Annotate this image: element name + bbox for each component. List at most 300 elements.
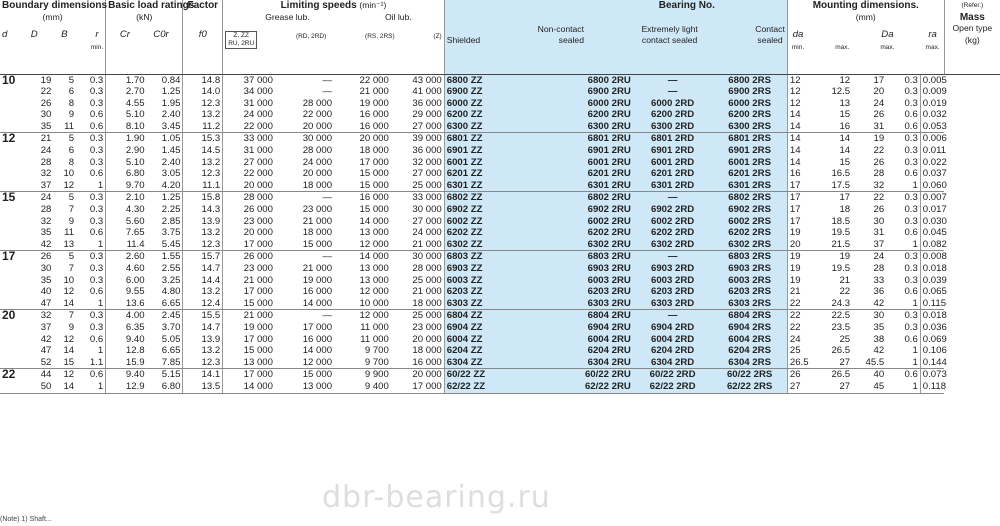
bearing-extremely-light: 6904 2RD (633, 322, 713, 334)
Da-max: 24 (873, 97, 885, 109)
bearing-noncontact: 6904 2RU (560, 322, 633, 334)
ra-max: 0.3 (904, 215, 918, 227)
outer-diameter: 35 (40, 227, 52, 239)
da-max: 26.5 (831, 345, 851, 357)
factor-f0: 13.2 (183, 109, 223, 121)
outer-diameter: 37 (40, 321, 52, 333)
chamfer: 0.6 (89, 109, 104, 121)
Da-max: 30 (873, 310, 885, 322)
ra-max: 1 (886, 239, 920, 251)
speed-zz: 17 000 (223, 286, 275, 298)
bore-diameter (0, 145, 24, 157)
bore-group (0, 369, 1000, 393)
da-max: 17.5 (818, 180, 852, 192)
bearing-extremely-light: 6001 2RD (633, 157, 713, 169)
da-max: 24.3 (818, 298, 852, 310)
speed-oil: 30 000 (412, 251, 442, 263)
cr-rating: 15.9 (106, 357, 147, 369)
table-row (0, 251, 1000, 263)
speed-rs: 9 400 (334, 381, 391, 393)
table-row (0, 109, 1000, 121)
Da-max: 30 (873, 215, 885, 227)
bearing-shielded: 6002 ZZ (444, 216, 560, 228)
speed-rs: 15 000 (359, 204, 389, 216)
bore-diameter: 17 (2, 249, 16, 264)
Da-max: 38 (873, 333, 885, 345)
ra-max: 0.3 (904, 156, 918, 168)
Da-max: 37 (852, 239, 886, 251)
table-row (0, 369, 1000, 381)
speed-rs: 10 000 (334, 298, 391, 310)
table-row (0, 168, 1000, 180)
chamfer: 0.6 (89, 286, 104, 298)
bearing-shielded: 60/22 ZZ (444, 369, 560, 381)
chamfer: 0.3 (89, 310, 104, 322)
da-max: 14 (839, 145, 851, 157)
speed-oil: 27 000 (412, 168, 442, 180)
speed-oil: 27 000 (391, 121, 444, 133)
bearing-noncontact: 6900 2RU (560, 86, 633, 98)
bearing-shielded: 6902 ZZ (444, 204, 560, 216)
bearing-noncontact: 6203 2RU (560, 286, 633, 298)
bearing-extremely-light: 6302 2RD (633, 239, 713, 251)
bearing-extremely-light: 6300 2RD (633, 121, 713, 133)
table-row (0, 98, 1000, 110)
mass: 0.006 (920, 133, 944, 145)
bearing-contact: 6903 2RS (712, 263, 787, 275)
speed-zz: 26 000 (223, 204, 275, 216)
factor-f0: 14.7 (183, 263, 223, 275)
bearing-extremely-light: — (633, 251, 713, 263)
table-row (0, 121, 1000, 133)
da-min: 19 (789, 251, 801, 263)
speed-rd: 30 000 (302, 133, 333, 145)
bearing-contact: 6302 2RS (712, 239, 787, 251)
cr-rating: 2.10 (106, 192, 147, 204)
Da-max: 26 (873, 109, 885, 121)
c0r-rating: 6.65 (161, 345, 181, 357)
chamfer: 0.6 (76, 121, 106, 133)
c0r-rating: 2.40 (161, 156, 181, 168)
da-min: 12 (789, 74, 801, 86)
bearing-extremely-light: 6303 2RD (633, 298, 713, 310)
width: 8 (68, 97, 75, 109)
speed-rs: 22 000 (359, 74, 389, 86)
cr-rating: 9.40 (106, 369, 147, 381)
mass: 0.018 (920, 263, 944, 275)
da-min: 27 (787, 381, 818, 393)
bearing-noncontact: 6200 2RU (560, 109, 633, 121)
c0r-rating: 2.40 (161, 109, 181, 121)
da-min: 12 (789, 86, 801, 98)
width: 7 (68, 263, 75, 274)
speed-rs: 21 000 (359, 86, 389, 98)
table-row (0, 157, 1000, 169)
bearing-extremely-light: 6203 2RD (633, 286, 713, 298)
speed-oil: 23 000 (412, 321, 442, 333)
bearing-contact: 6000 2RS (712, 98, 787, 110)
table-row (0, 286, 1000, 298)
da-min: 22 (789, 321, 801, 333)
width: 11 (64, 227, 75, 239)
speed-rs: 14 000 (359, 251, 389, 263)
cr-rating: 12.9 (106, 381, 147, 393)
ra-max: 0.3 (904, 192, 918, 204)
bore-diameter (0, 334, 24, 346)
outer-diameter: 40 (40, 286, 52, 298)
speed-zz: 31 000 (223, 145, 275, 157)
speed-rs: 9 900 (364, 369, 389, 381)
speed-zz: 15 000 (223, 345, 275, 357)
outer-diameter: 42 (24, 239, 54, 251)
speed-zz: 31 000 (223, 98, 275, 110)
mass: 0.082 (920, 239, 944, 251)
da-min: 26 (789, 369, 801, 381)
width: 6 (68, 145, 75, 157)
speed-zz: 15 000 (223, 298, 275, 310)
bearing-number-header: Bearing No. Shielded Non-contact sealed Extremely light contact sealed Contact sealed (444, 0, 787, 74)
mass: 0.073 (920, 369, 944, 381)
speed-rd: 16 000 (302, 286, 333, 298)
factor-f0: 13.2 (183, 345, 223, 357)
Da-max: 36 (873, 286, 885, 298)
width: 7 (68, 204, 75, 216)
speed-rd: — (322, 251, 333, 263)
c0r-rating: 7.85 (147, 357, 183, 369)
factor-f0: 15.3 (183, 133, 223, 145)
factor-f0: 13.2 (183, 227, 223, 239)
table-row (0, 310, 1000, 322)
mass: 0.045 (920, 227, 944, 239)
speed-oil: 24 000 (412, 227, 442, 239)
speed-zz: 23 000 (223, 263, 275, 275)
table-row (0, 86, 1000, 98)
bore-diameter: 10 (2, 72, 16, 87)
c0r-rating: 3.25 (161, 274, 181, 286)
speed-oil: 36 000 (412, 145, 442, 157)
speed-rs: 13 000 (359, 263, 389, 274)
speed-rd: 14 000 (275, 298, 334, 310)
outer-diameter: 26 (40, 97, 52, 109)
width: 14 (53, 381, 76, 393)
mass: 0.030 (920, 216, 944, 228)
speed-oil: 25 000 (412, 274, 442, 286)
factor-f0: 11.2 (183, 121, 223, 133)
speed-oil: 20 000 (412, 333, 442, 345)
mass: 0.106 (920, 345, 944, 357)
speed-rs: 11 000 (360, 333, 389, 345)
width: 5 (68, 192, 75, 204)
table-row (0, 357, 1000, 369)
Da-max: 20 (873, 86, 885, 98)
c0r-rating: 5.45 (147, 239, 183, 251)
da-min: 16 (789, 168, 801, 180)
bore-diameter (0, 275, 24, 287)
da-max: 19.5 (831, 263, 851, 274)
speed-rs: 9 700 (334, 357, 391, 369)
outer-diameter: 32 (40, 168, 52, 180)
c0r-rating: 6.80 (147, 381, 183, 393)
speed-rs: 20 000 (359, 133, 389, 145)
c0r-rating: 1.05 (161, 133, 181, 145)
mass: 0.005 (920, 74, 944, 86)
bearing-noncontact: 6003 2RU (560, 275, 633, 287)
ra-max: 0.6 (904, 333, 918, 345)
speed-oil: 41 000 (412, 86, 442, 98)
width: 7 (68, 310, 75, 322)
bearing-noncontact: 6800 2RU (560, 74, 633, 86)
cr-rating: 7.65 (106, 227, 147, 239)
width: 13 (53, 239, 76, 251)
outer-diameter: 47 (24, 298, 54, 310)
bearing-contact: 6203 2RS (712, 286, 787, 298)
factor-f0: 12.3 (183, 239, 223, 251)
Da-max: 31 (873, 227, 885, 239)
outer-diameter: 37 (24, 180, 54, 192)
bearing-contact: 60/22 2RS (712, 369, 787, 381)
watermark: dbr-bearing.ru (322, 480, 551, 515)
chamfer: 0.3 (89, 251, 104, 263)
bearing-contact: 6900 2RS (712, 86, 787, 98)
bearing-extremely-light: 6901 2RD (633, 145, 713, 157)
mass: 0.017 (920, 204, 944, 216)
width: 12 (53, 180, 76, 192)
da-max: 18.5 (831, 215, 851, 227)
speed-rs: 13 000 (359, 227, 389, 239)
speed-rd: 28 000 (302, 145, 333, 157)
c0r-rating: 2.25 (161, 204, 181, 216)
speed-oil: 17 000 (391, 381, 444, 393)
speed-oil: 36 000 (412, 97, 442, 109)
outer-diameter: 30 (40, 109, 52, 121)
Da-max: 45.5 (852, 357, 886, 369)
c0r-rating: 5.05 (161, 333, 181, 345)
width: 14 (63, 345, 75, 357)
speed-oil: 30 000 (412, 204, 442, 216)
cr-rating: 2.90 (106, 145, 147, 157)
table-row (0, 180, 1000, 192)
speed-rs: 18 000 (359, 145, 389, 157)
speed-rd: 14 000 (302, 345, 333, 357)
da-max: 16.5 (831, 168, 851, 180)
bearing-shielded: 6201 ZZ (444, 168, 560, 180)
factor-f0: 14.0 (183, 86, 223, 98)
bore-diameter (0, 322, 24, 334)
bore-diameter: 15 (2, 190, 16, 205)
Da-max: 42 (852, 298, 886, 310)
bearing-noncontact: 6902 2RU (560, 204, 633, 216)
chamfer: 0.3 (89, 86, 104, 98)
factor-f0: 12.4 (183, 298, 223, 310)
ra-max: 1 (886, 180, 920, 192)
ra-max: 1 (912, 345, 918, 357)
bearing-contact: 6902 2RS (712, 204, 787, 216)
bearing-noncontact: 6802 2RU (560, 192, 633, 204)
width: 14 (53, 298, 76, 310)
bearing-contact: 6201 2RS (712, 168, 787, 180)
Da-max: 31 (852, 121, 886, 133)
bearing-extremely-light: 6002 2RD (633, 216, 713, 228)
speed-oil: 18 000 (412, 345, 442, 357)
speed-zz: 22 000 (223, 121, 275, 133)
da-min: 25 (789, 345, 801, 357)
factor-f0: 15.8 (183, 192, 223, 204)
outer-diameter: 47 (40, 345, 52, 357)
Da-max: 33 (873, 274, 885, 286)
speed-rd: 18 000 (275, 180, 334, 192)
Da-max: 45 (852, 381, 886, 393)
bore-diameter: 20 (2, 308, 16, 323)
speed-zz: 34 000 (223, 86, 275, 98)
bore-diameter (0, 263, 24, 275)
bearing-contact: 6800 2RS (712, 74, 787, 86)
bearing-contact: 6204 2RS (712, 345, 787, 357)
factor-f0: 13.9 (183, 334, 223, 346)
width: 11 (53, 121, 76, 133)
factor-f0: 14.5 (183, 145, 223, 157)
bearing-shielded: 6000 ZZ (444, 98, 560, 110)
speed-zz: 20 000 (223, 227, 275, 239)
Da-max: 24 (873, 251, 885, 263)
outer-diameter: 35 (40, 274, 52, 286)
bearing-contact: 6803 2RS (712, 251, 787, 263)
da-max: 17 (839, 192, 851, 204)
outer-diameter: 32 (40, 215, 52, 227)
bearing-extremely-light: 62/22 2RD (633, 381, 713, 393)
da-min: 19 (789, 263, 801, 274)
bore-diameter (0, 109, 24, 121)
chamfer: 1.1 (76, 357, 106, 369)
Da-max: 40 (873, 369, 885, 381)
c0r-rating: 4.20 (147, 180, 183, 192)
bearing-shielded: 6302 ZZ (444, 239, 560, 251)
outer-diameter: 24 (40, 192, 52, 204)
width: 12 (63, 286, 75, 298)
factor-f0: 13.9 (183, 216, 223, 228)
width: 8 (68, 156, 75, 168)
c0r-rating: 3.45 (147, 121, 183, 133)
speed-rd: 17 000 (302, 321, 333, 333)
Da-max: 22 (873, 145, 885, 157)
width: 5 (68, 251, 75, 263)
da-min: 17 (789, 215, 801, 227)
mass: 0.118 (920, 381, 944, 393)
table-row (0, 74, 1000, 86)
Da-max: 28 (873, 168, 885, 180)
outer-diameter: 21 (40, 133, 52, 145)
outer-diameter: 50 (24, 381, 54, 393)
Da-max: 17 (873, 74, 885, 86)
da-max: 26.5 (831, 369, 851, 381)
mounting-dimensions-header: Mounting dimensions. (mm) da min. max. Da max. ra max. (787, 0, 944, 74)
bearing-contact: 6001 2RS (712, 157, 787, 169)
da-max: 19 (839, 251, 851, 263)
speed-rs: 9 700 (364, 345, 389, 357)
da-min: 14 (787, 121, 818, 133)
cr-rating: 4.55 (106, 98, 147, 110)
factor-f0: 14.4 (183, 275, 223, 287)
bearing-noncontact: 6001 2RU (560, 157, 633, 169)
speed-oil: 18 000 (391, 298, 444, 310)
outer-diameter: 44 (40, 369, 52, 381)
bore-diameter (0, 204, 24, 216)
speed-zz: 22 000 (223, 168, 275, 180)
bearing-noncontact: 6201 2RU (560, 168, 633, 180)
c0r-rating: 3.75 (161, 227, 181, 239)
da-min: 19 (789, 227, 801, 239)
bearing-shielded: 6303 ZZ (444, 298, 560, 310)
bearing-extremely-light: 6200 2RD (633, 109, 713, 121)
outer-diameter: 32 (40, 310, 52, 322)
da-min: 22 (789, 310, 801, 322)
speed-rd: 21 000 (302, 215, 333, 227)
da-min: 17 (789, 204, 801, 216)
bearing-extremely-light: 6202 2RD (633, 227, 713, 239)
width: 10 (63, 274, 75, 286)
chamfer: 0.6 (89, 369, 104, 381)
width: 12 (63, 369, 75, 381)
ra-max: 1 (886, 298, 920, 310)
bearing-noncontact: 6204 2RU (560, 345, 633, 357)
speed-rd: 22 000 (302, 109, 333, 121)
speed-rd: 18 000 (302, 227, 333, 239)
chamfer: 0.3 (89, 321, 104, 333)
speed-rd: 15 000 (275, 239, 334, 251)
ra-max: 0.3 (904, 251, 918, 263)
da-min: 20 (787, 239, 818, 251)
speed-oil: 27 000 (412, 215, 442, 227)
outer-diameter: 22 (40, 86, 52, 98)
speed-zz: 19 000 (223, 322, 275, 334)
c0r-rating: 2.55 (161, 263, 181, 274)
speed-rs: 17 000 (359, 156, 389, 168)
ra-max: 0.6 (904, 168, 918, 180)
da-max: 25 (839, 333, 851, 345)
bore-diameter (0, 345, 24, 357)
table-row (0, 298, 1000, 310)
table-header (0, 0, 1000, 74)
bearing-extremely-light: 6201 2RD (633, 168, 713, 180)
bearing-contact: 6300 2RS (712, 121, 787, 133)
chamfer: 0.3 (89, 274, 104, 286)
table-row (0, 192, 1000, 204)
chamfer: 0.3 (89, 192, 104, 204)
factor-f0: 12.3 (183, 168, 223, 180)
outer-diameter: 28 (40, 156, 52, 168)
speed-zz: 14 000 (223, 381, 275, 393)
table-row (0, 263, 1000, 275)
bearing-contact: 6003 2RS (712, 275, 787, 287)
ra-max: 0.6 (904, 286, 918, 298)
mass: 0.039 (920, 275, 944, 287)
bearing-contact: 6802 2RS (712, 192, 787, 204)
ra-max: 0.3 (904, 321, 918, 333)
bearing-shielded: 62/22 ZZ (444, 381, 560, 393)
speed-rd: — (322, 310, 333, 322)
speed-rd: 12 000 (275, 357, 334, 369)
basic-load-ratings-header: Basic load ratings (kN) Cr C0r (106, 0, 183, 74)
bearing-contact: 6901 2RS (712, 145, 787, 157)
speed-oil: 39 000 (412, 133, 442, 145)
c0r-rating: 1.55 (161, 251, 181, 263)
ra-max: 0.3 (904, 274, 918, 286)
speed-rd: 28 000 (302, 97, 333, 109)
speed-zz: 21 000 (223, 275, 275, 287)
bearing-extremely-light: 6004 2RD (633, 334, 713, 346)
bearing-shielded: 6001 ZZ (444, 157, 560, 169)
da-max: 22 (839, 286, 851, 298)
bore-group (0, 251, 1000, 310)
